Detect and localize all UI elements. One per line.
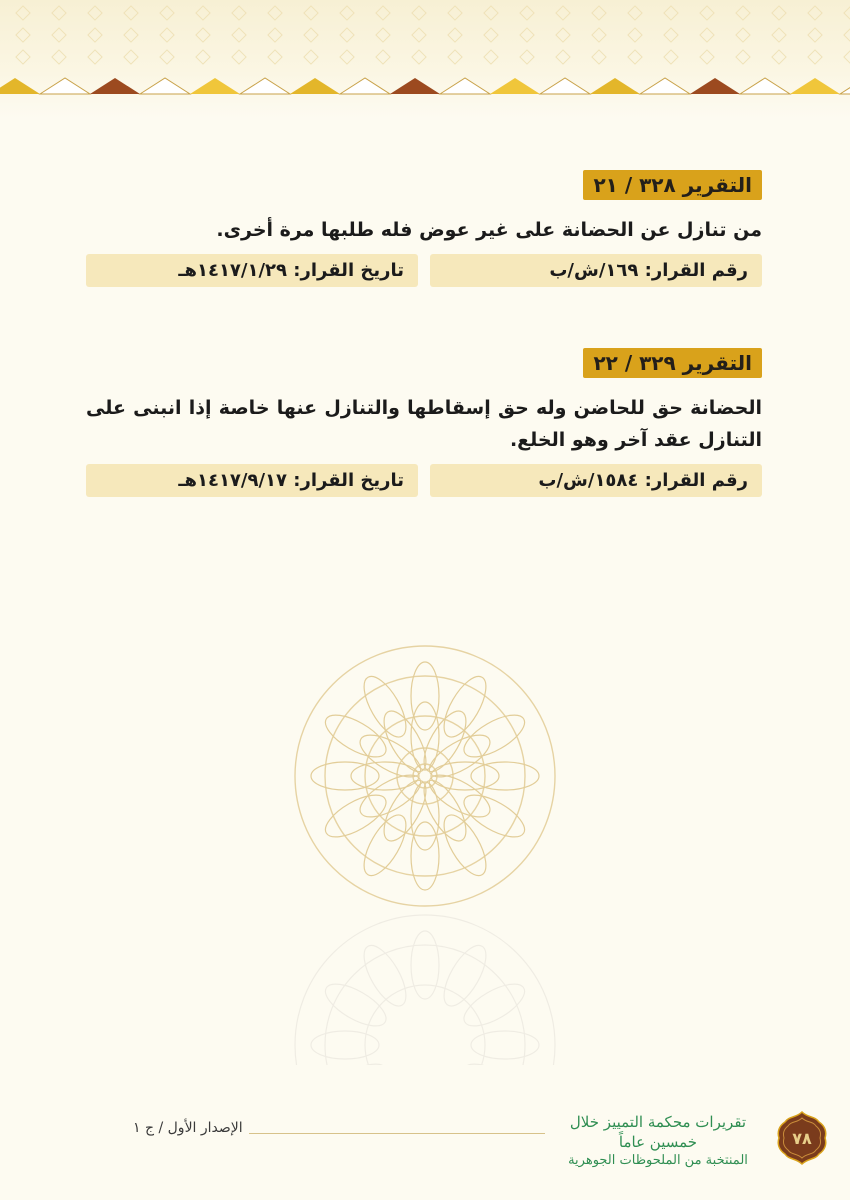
rosette-ornament — [285, 636, 565, 916]
book-title-line2: المنتخبة من الملحوظات الجوهرية — [568, 1153, 748, 1168]
decision-date: تاريخ القرار: ١٤١٧/١/٢٩هـ — [86, 254, 418, 287]
rosette-petal — [471, 1031, 539, 1059]
rosette-petal — [311, 762, 379, 790]
rosette-petal — [471, 762, 539, 790]
meta-row — [86, 254, 762, 287]
rosette-petal — [356, 670, 414, 743]
book-title-logo — [553, 1112, 763, 1170]
rosette-petal — [411, 662, 439, 730]
ruling-text: الحضانة حق للحاضن وله حق إسقاطها والتنازل عنها خاصة إذا انبنى على التنازل عقد آخر وهو الخلع. — [86, 397, 762, 451]
rosette-petal — [436, 670, 494, 743]
ruling-block-2 — [86, 348, 762, 497]
rosette-petal — [411, 782, 439, 850]
rosette-petal — [458, 787, 531, 845]
rosette-petal — [356, 809, 414, 882]
rosette-petal — [411, 931, 439, 999]
decision-number: رقم القرار: ١٦٩/ش/ب — [430, 254, 762, 287]
rosette-petal — [311, 1031, 379, 1059]
page-number: ٧٨ — [792, 1129, 812, 1148]
book-title-line1: تقريرات محكمة التمييز خلال خمسين عاماً — [569, 1113, 747, 1151]
rosette-petal — [458, 707, 531, 765]
rosette-petal — [351, 762, 419, 790]
rosette-petal — [319, 787, 392, 845]
meta-row — [86, 464, 762, 497]
rosette-petal — [431, 762, 499, 790]
ruling-text: من تنازل عن الحضانة على غير عوض فله طلبها مرة أخرى. — [216, 219, 762, 241]
rosette-reflection-ornament — [285, 905, 565, 1065]
ruling-title: التقرير ٣٢٩ / ٢٢ — [583, 348, 762, 378]
ruling-block-1 — [86, 170, 762, 287]
rosette-petal — [436, 809, 494, 882]
rosette-petal — [319, 976, 392, 1034]
rosette-petal — [436, 939, 494, 1012]
rosette-petal — [458, 976, 531, 1034]
decision-date: تاريخ القرار: ١٤١٧/٩/١٧هـ — [86, 464, 418, 497]
rosette-petal — [319, 707, 392, 765]
rosette-petal — [411, 822, 439, 890]
rosette-petal — [411, 702, 439, 770]
decision-number: رقم القرار: ١٥٨٤/ش/ب — [430, 464, 762, 497]
ruling-title: التقرير ٣٢٨ / ٢١ — [583, 170, 762, 200]
edition-label: الإصدار الأول / ج ١ — [127, 1120, 249, 1136]
rosette-petal — [356, 939, 414, 1012]
